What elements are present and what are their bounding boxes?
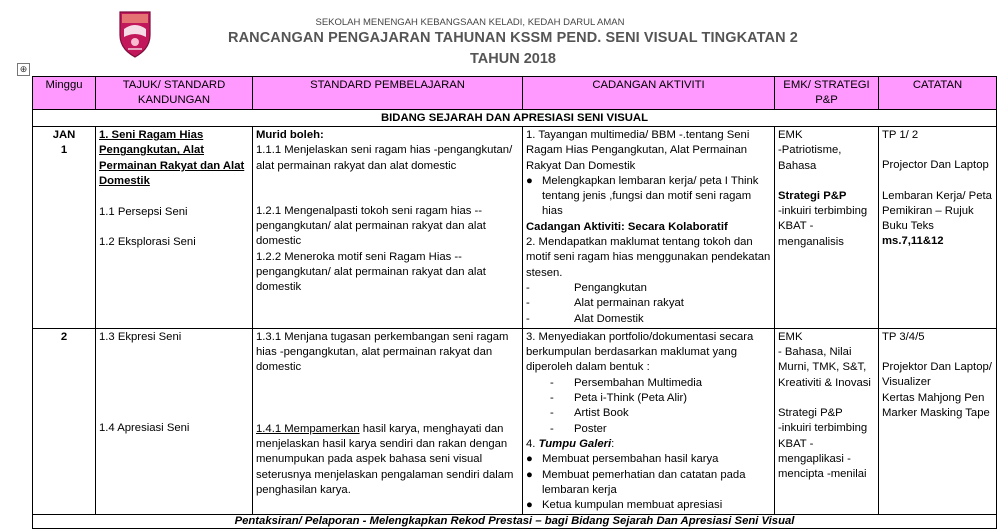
standard-cell xyxy=(253,328,523,515)
sub-topic: 1.4 Apresiasi Seni xyxy=(99,422,190,435)
col-header-standard: STANDARD PEMBELAJARAN xyxy=(253,77,523,110)
catatan-item: Projector Dan Laptop xyxy=(882,159,989,172)
week-cell xyxy=(33,328,96,515)
bullet-icon: ● xyxy=(526,499,533,512)
standard-item: 1.2.1 Mengenalpasti tokoh seni ragam hias -- pengangkutan/ alat permainan rakyat dan alat domestic xyxy=(256,204,486,248)
catatan-cell xyxy=(879,328,997,515)
strategi-label: Strategi P&P xyxy=(778,189,847,202)
sub-topic: 1.2 Eksplorasi Seni xyxy=(99,236,196,249)
emk-cell xyxy=(775,127,879,329)
document-header xyxy=(0,0,1000,76)
list-item: ● Ketua kumpulan membuat apresiasi xyxy=(526,498,771,513)
section-row xyxy=(33,110,997,127)
col-header-catatan: CATATAN xyxy=(879,77,997,110)
week-label: 2 xyxy=(60,330,68,343)
tp-level: TP 1/ 2 xyxy=(882,129,919,141)
list-item: - Pengangkutan xyxy=(526,281,647,294)
catatan-item: Kertas Mahjong Pen Marker Masking Tape xyxy=(882,391,990,420)
standard-link[interactable]: 1.4.1 Mempamerkan xyxy=(256,422,360,435)
activity-heading: 4. Tumpu Galeri: xyxy=(526,437,615,450)
activity-item: 2. Mendapatkan maklumat tentang tokoh dan motif seni ragam hias menggunakan pendekatan stesen. xyxy=(526,236,771,279)
week-label: JAN 1 xyxy=(52,129,76,157)
emk-label: EMK xyxy=(778,129,803,141)
footer-note: Pentaksiran/ Pelaporan - Melengkapkan Rekod Prestasi – bagi Bidang Sejarah Dan Apresiasi Seni Visual xyxy=(33,515,997,529)
list-item: - Persembahan Multimedia xyxy=(550,376,703,389)
list-item: ● Membuat pemerhatian dan catatan pada lembaran kerja xyxy=(526,468,771,499)
topic-cell xyxy=(96,328,253,515)
document-year: TAHUN 2018 xyxy=(470,51,556,67)
bullet-icon: ● xyxy=(526,453,533,466)
week-cell xyxy=(33,127,96,329)
table-row xyxy=(33,328,997,515)
list-item: ● Membuat persembahan hasil karya xyxy=(526,452,771,467)
lesson-plan-table xyxy=(32,76,997,529)
emk-values: - Bahasa, Nilai Murni, TMK, S&T, Kreativiti & Inovasi xyxy=(778,346,871,389)
activity-cell xyxy=(523,328,775,515)
school-name: SEKOLAH MENENGAH KEBANGSAAN KELADI, KEDAH DARUL AMAN xyxy=(315,17,625,28)
strategi-label: Strategi P&P xyxy=(778,407,843,420)
strategi-values: -inkuiri terbimbing KBAT -mengaplikasi -mencipta -menilai xyxy=(778,422,868,481)
bullet-icon: ● xyxy=(526,468,533,481)
catatan-cell xyxy=(879,127,997,329)
list-item: - Artist Book xyxy=(550,407,629,420)
emk-values: -Patriotisme, Bahasa xyxy=(778,144,842,172)
activity-item: 1. Tayangan multimedia/ BBM -.tentang Seni Ragam Hias Pengangkutan, Alat Permainan Rakyat Dan Domestik xyxy=(526,129,750,172)
murid-label: Murid boleh: xyxy=(256,129,324,141)
activity-heading: Cadangan Aktiviti: Secara Kolaboratif xyxy=(526,220,728,233)
activity-item: 3. Menyediakan portfolio/dokumentasi secara berkumpulan berdasarkan maklumat yang diperoleh dalam bentuk : xyxy=(526,330,754,374)
topic-cell xyxy=(96,127,253,329)
list-item: ● Melengkapkan lembaran kerja/ peta I Think tentang jenis ,fungsi dan motif seni ragam hias xyxy=(526,174,771,220)
emk-label: EMK xyxy=(778,330,803,343)
activity-cell xyxy=(523,127,775,329)
standard-item: 1.1.1 Menjelaskan seni ragam hias -pengangkutan/ alat permainan rakyat dan alat domestic xyxy=(256,144,513,172)
sub-topic: 1.1 Persepsi Seni xyxy=(99,206,188,219)
emk-cell xyxy=(775,328,879,515)
header-row xyxy=(33,77,997,110)
tp-level: TP 3/4/5 xyxy=(882,330,925,343)
catatan-item: Projektor Dan Laptop/ Visualizer xyxy=(882,361,992,389)
col-header-emk: EMK/ STRATEGI P&P xyxy=(775,77,879,110)
table-row xyxy=(33,127,997,329)
catatan-pages: ms.7,11&12 xyxy=(882,235,944,248)
standard-item: 1.4.1 Mempamerkan hasil karya, menghayati dan menjelaskan hasil karya sendiri dan rakan dengan menumpukan pada aspek bahasa seni visual seterusnya menjelaskan pengalaman sendiri dalam penghasilan karya. xyxy=(256,422,514,496)
topic-title: 1. Seni Ragam Hias Pengangkutan, Alat Permainan Rakyat dan Alat Domestik xyxy=(99,129,245,187)
col-header-tajuk: TAJUK/ STANDARD KANDUNGAN xyxy=(96,77,253,110)
list-item: - Peta i-Think (Peta Alir) xyxy=(550,392,688,405)
list-item: - Alat permainan rakyat xyxy=(526,297,684,310)
standard-cell xyxy=(253,127,523,329)
catatan-item: Lembaran Kerja/ Peta Pemikiran – Rujuk Buku Teks xyxy=(882,189,992,233)
list-item: - Alat Domestik xyxy=(526,312,644,325)
bullet-icon: ● xyxy=(526,174,533,187)
col-header-aktiviti: CADANGAN AKTIVITI xyxy=(523,77,775,110)
list-item: - Poster xyxy=(550,422,607,435)
standard-item: 1.3.1 Menjana tugasan perkembangan seni ragam hias -pengangkutan, alat permainan rakyat dan domestic xyxy=(256,330,509,374)
strategi-values: -inkuiri terbimbing KBAT -menganalisis xyxy=(778,205,868,248)
document-title: RANCANGAN PENGAJARAN TAHUNAN KSSM PEND. SENI VISUAL TINGKATAN 2 xyxy=(228,30,798,46)
standard-item: 1.2.2 Meneroka motif seni Ragam Hias -- pengangkutan/ alat permainan rakyat dan alat domestik xyxy=(256,250,486,294)
footer-row xyxy=(33,515,997,529)
sub-topic: 1.3 Ekpresi Seni xyxy=(99,330,182,343)
section-title: BIDANG SEJARAH DAN APRESIASI SENI VISUAL xyxy=(33,110,997,127)
col-header-minggu: Minggu xyxy=(33,77,96,110)
table-move-handle-icon[interactable]: ⊕ xyxy=(17,63,30,76)
